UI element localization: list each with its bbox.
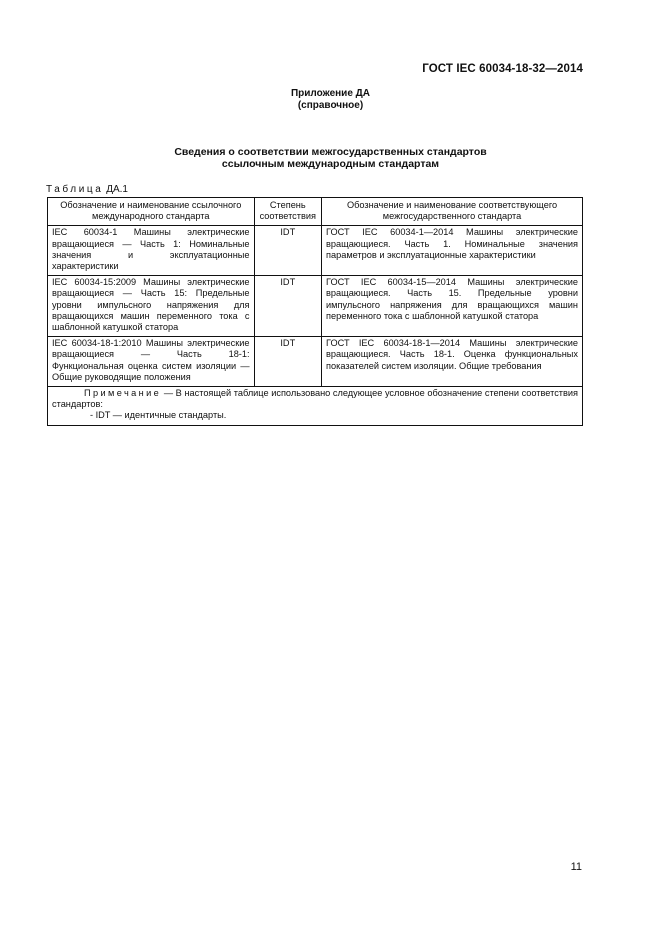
section-title-line1: Сведения о соответствии межгосударственных стандартов [174, 146, 487, 158]
section-title-line2: ссылочным международным стандартам [221, 158, 440, 170]
page-number: 11 [570, 861, 582, 873]
cell-international-standard: IEC 60034-18-1:2010 Машины электрические вращающиеся — Часть 18-1: Функциональная оценка систем изоляции — Общие руководящие положения [48, 337, 255, 387]
cell-interstate-standard: ГОСТ IEC 60034-1—2014 Машины электрические вращающиеся. Часть 1. Номинальные значения параметров и эксплуатационные характеристики [322, 226, 583, 276]
column-header-international: Обозначение и наименование ссылочного международного стандарта [48, 198, 255, 226]
appendix-subtitle: (справочное) [297, 100, 364, 111]
table-note-row [48, 387, 583, 426]
note-item: - IDT — идентичные стандарты. [90, 410, 227, 421]
table-note [48, 387, 583, 426]
cell-international-standard: IEC 60034-1 Машины электрические вращающиеся — Часть 1: Номинальные значения и эксплуатационные характеристики [48, 226, 255, 276]
column-header-interstate: Обозначение и наименование соответствующего межгосударственного стандарта [322, 198, 583, 226]
appendix-heading [0, 88, 661, 112]
table-caption-id: ДА.1 [106, 184, 128, 195]
cell-international-standard: IEC 60034-15:2009 Машины электрические вращающиеся — Часть 15: Предельные уровни импульсного напряжения для вращающихся машин переменного тока с шаблонной катушкой статора [48, 276, 255, 337]
cell-interstate-standard: ГОСТ IEC 60034-18-1—2014 Машины электрические вращающиеся. Часть 18-1. Оценка функциональных показателей систем изоляции. Общие требования [322, 337, 583, 387]
cell-interstate-standard: ГОСТ IEC 60034-15—2014 Машины электрические вращающиеся. Часть 15. Предельные уровни импульсного напряжения для вращающихся машин переменного тока с шаблонной катушкой статора [322, 276, 583, 337]
cell-degree: IDT [254, 276, 322, 337]
table-row [48, 337, 583, 387]
table-header-row [48, 198, 583, 226]
table-caption [46, 184, 128, 195]
column-header-degree: Степень соответствия [254, 198, 322, 226]
note-body: — В настоящей таблице использовано следующее условное обозначение степени соответствия стандартов: [52, 388, 578, 410]
correspondence-table [47, 197, 583, 426]
table-caption-word: Таблица [46, 184, 104, 195]
table-row [48, 226, 583, 276]
appendix-title: Приложение ДА [290, 88, 371, 99]
note-label: Примечание [84, 388, 162, 399]
section-title [0, 146, 661, 170]
document-code: ГОСТ IEC 60034-18-32—2014 [422, 63, 583, 75]
table-row [48, 276, 583, 337]
cell-degree: IDT [254, 226, 322, 276]
cell-degree: IDT [254, 337, 322, 387]
note-text [52, 388, 578, 410]
